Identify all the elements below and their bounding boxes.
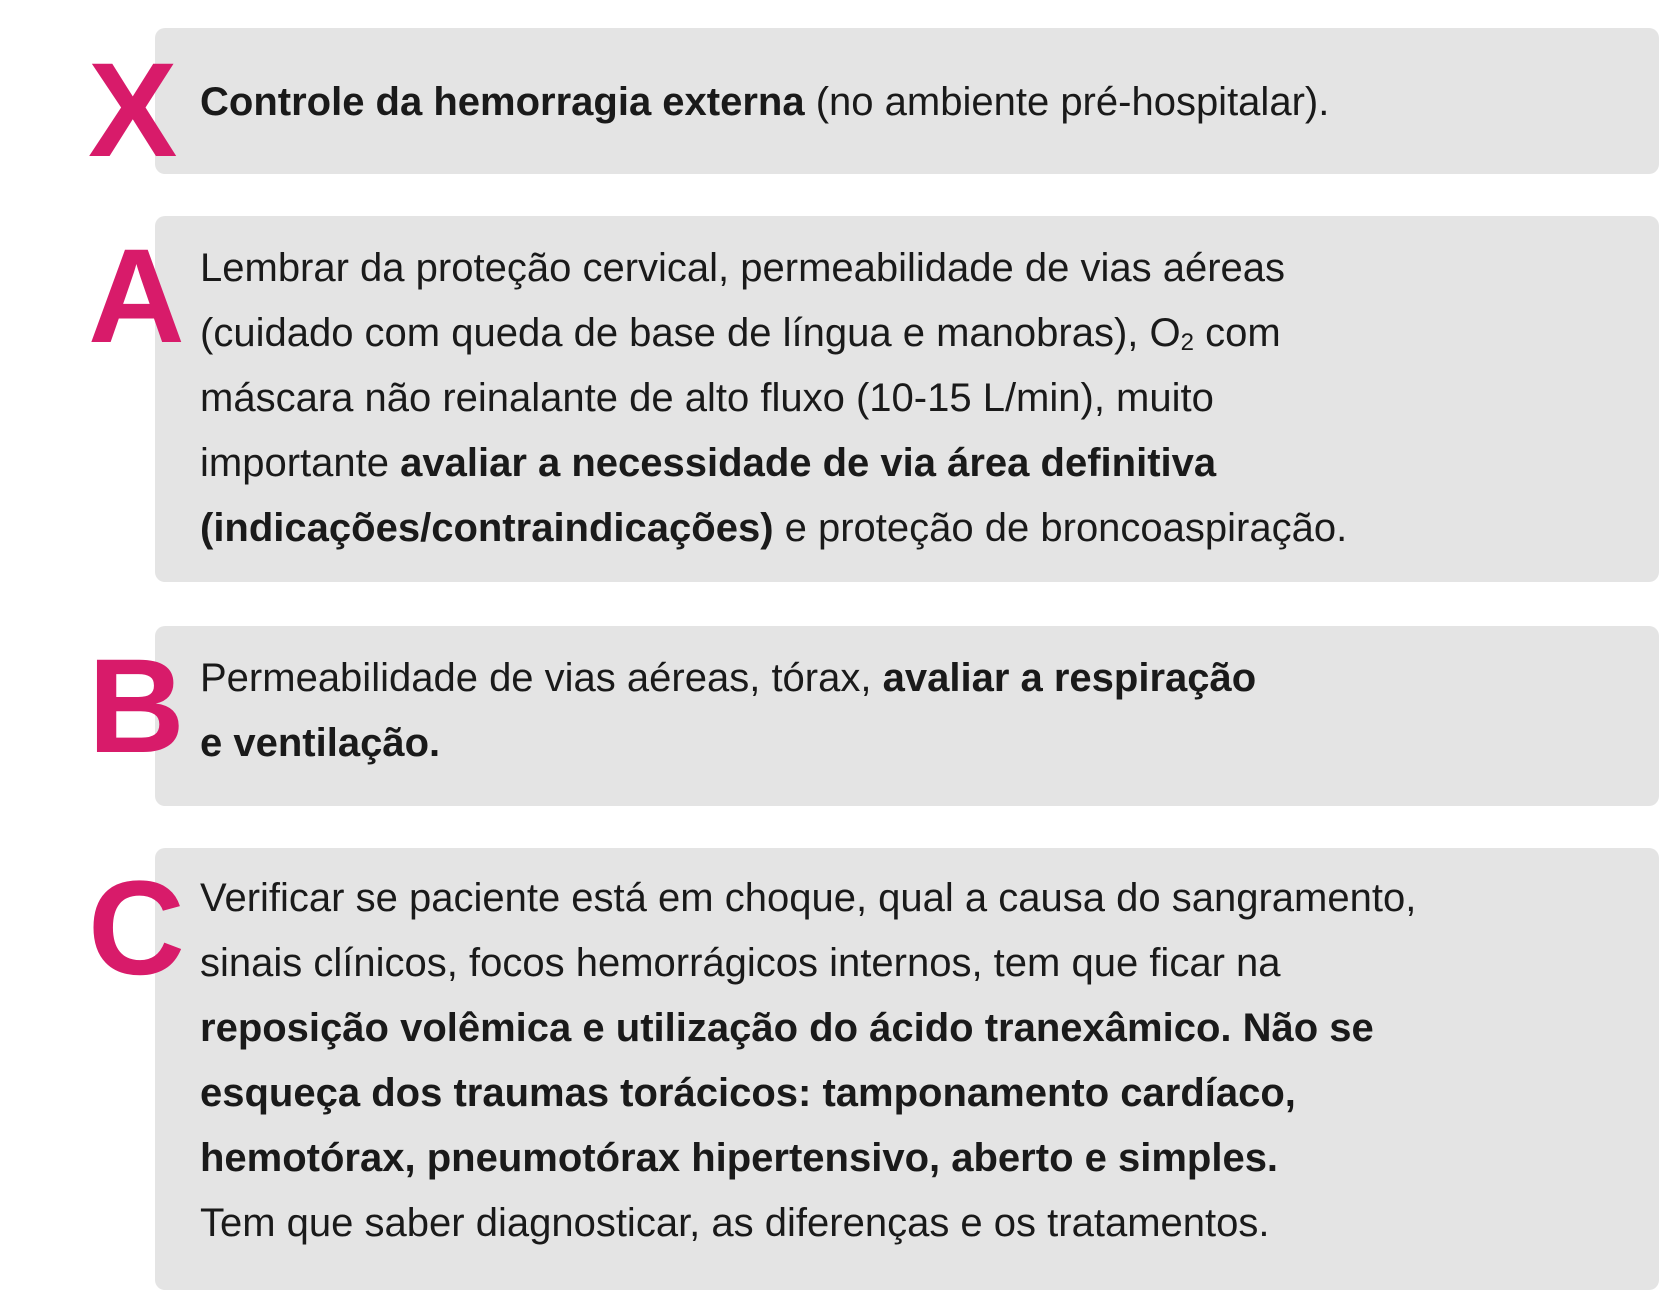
section-b-line-2	[200, 711, 1640, 776]
section-x-bold: Controle da hemorragia externa	[200, 80, 805, 124]
section-c-line-3-bold: reposição volêmica e utilização do ácido tranexâmico. Não se	[200, 1006, 1374, 1050]
letter-b: B	[88, 632, 183, 781]
letter-a: A	[88, 222, 183, 371]
section-c-line-1: Verificar se paciente está em choque, qual a causa do sangramento,	[200, 876, 1417, 920]
section-x-text	[200, 70, 1640, 135]
section-a-line-4-bold: avaliar a necessidade de via área definitiva	[400, 441, 1217, 485]
section-c-line-2: sinais clínicos, focos hemorrágicos internos, tem que ficar na	[200, 941, 1281, 985]
section-a-line-2	[200, 301, 1640, 366]
letter-c: C	[88, 854, 183, 1003]
section-c-line-5-bold: hemotórax, pneumotórax hipertensivo, aberto e simples.	[200, 1136, 1279, 1180]
section-c-line-5	[200, 1126, 1640, 1191]
section-a-line-5	[200, 496, 1640, 561]
section-a-line-1: Lembrar da proteção cervical, permeabilidade de vias aéreas	[200, 246, 1286, 290]
section-a-line-5-rest: e proteção de broncoaspiração.	[773, 506, 1348, 550]
section-a-line-5-bold: (indicações/contraindicações)	[200, 506, 774, 550]
section-b-line-1-bold: avaliar a respiração	[882, 656, 1257, 700]
section-a-line-4-start: importante	[200, 441, 401, 485]
section-b-text	[200, 646, 1640, 776]
letter-x: X	[88, 36, 176, 185]
section-a-line-2-end: com	[1193, 311, 1281, 355]
section-c-line-3	[200, 996, 1640, 1061]
section-c-line-4-bold: esqueça dos traumas torácicos: tamponamento cardíaco,	[200, 1071, 1296, 1115]
section-x-rest: (no ambiente pré-hospitalar).	[804, 80, 1330, 124]
section-b-line-2-bold: e ventilação.	[200, 721, 441, 765]
section-b-line-1-start: Permeabilidade de vias aéreas, tórax,	[200, 656, 883, 700]
oxygen-subscript: 2	[1180, 329, 1194, 356]
section-a-line-4	[200, 431, 1640, 496]
section-a-line-2-start: (cuidado com queda de base de língua e manobras), O	[200, 311, 1181, 355]
section-a-line-3: máscara não reinalante de alto fluxo (10-15 L/min), muito	[200, 376, 1214, 420]
section-b-line-1	[200, 646, 1640, 711]
section-c-text	[200, 866, 1640, 1256]
section-c-line-4	[200, 1061, 1640, 1126]
section-a-text	[200, 236, 1640, 561]
section-x-line-1	[200, 70, 1640, 135]
section-c-line-6: Tem que saber diagnosticar, as diferenças e os tratamentos.	[200, 1201, 1270, 1245]
